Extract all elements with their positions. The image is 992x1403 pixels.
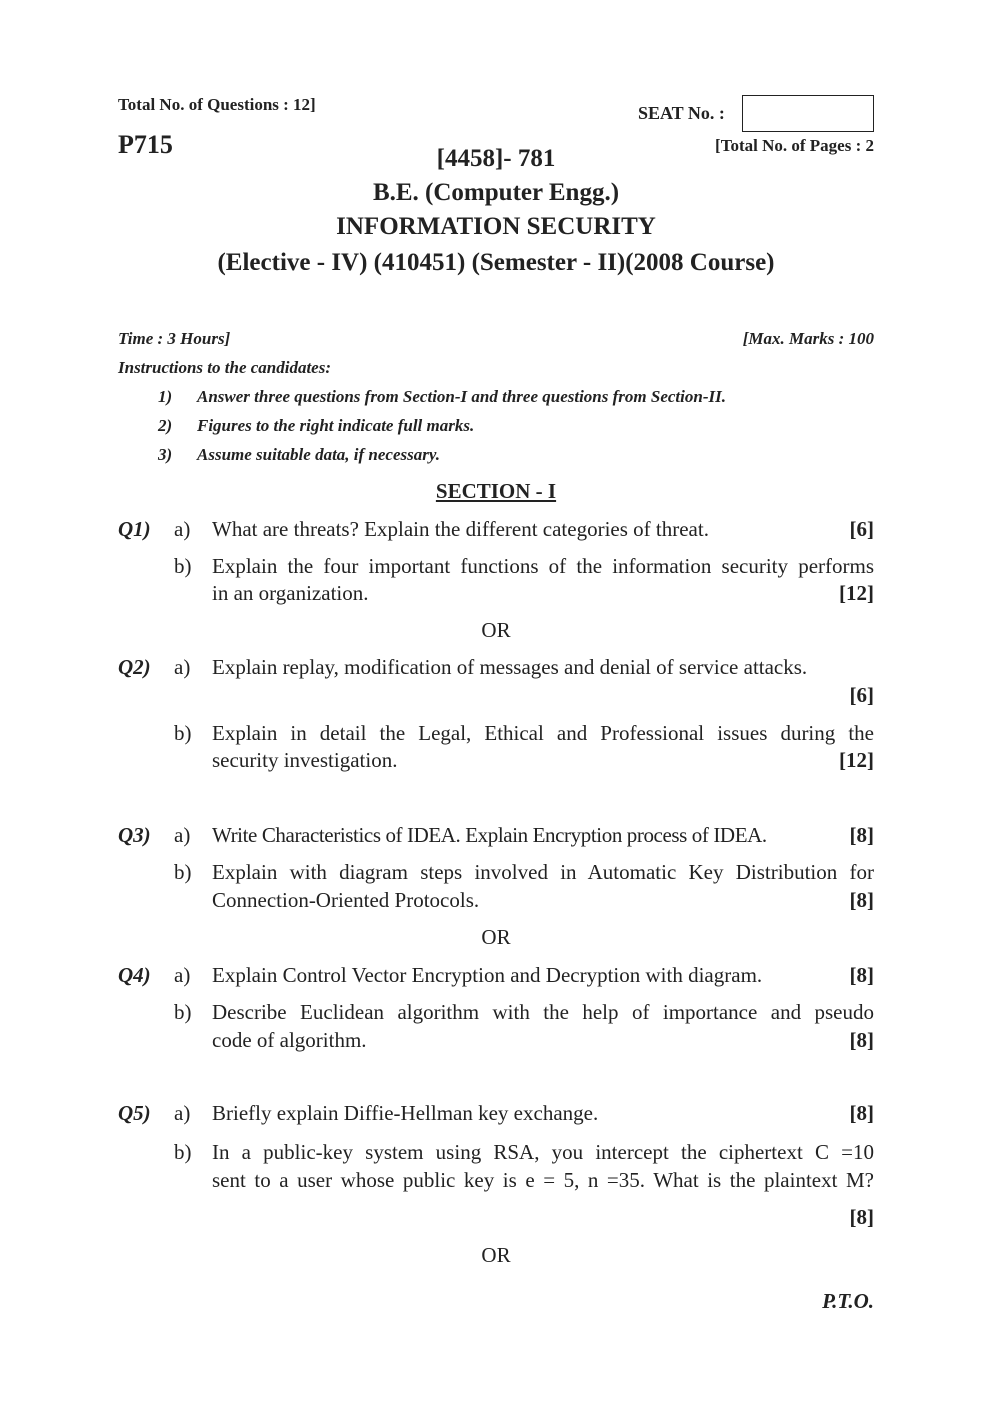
marks: [12] [839,581,874,605]
subpart-label: b) [174,554,192,578]
instruction-number: 2) [158,416,173,435]
or-separator: OR [481,925,511,949]
subject-title: INFORMATION SECURITY [336,213,656,240]
time: Time : 3 Hours] [118,329,231,348]
total-pages: [Total No. of Pages : 2 [715,136,874,155]
instruction-number: 3) [158,445,173,464]
or-separator: OR [481,618,511,642]
question-label: Q4) [118,963,151,987]
marks: [6] [849,517,874,541]
instruction-text: Figures to the right indicate full marks. [197,416,475,435]
course-title: B.E. (Computer Engg.) [372,179,620,206]
question-text: Write Characteristics of IDEA. Explain Encryption process of IDEA. [212,823,767,847]
marks: [8] [849,963,874,987]
question-text: Describe Euclidean algorithm with the help of importance and pseudo [212,1000,874,1024]
subpart-label: b) [174,1140,192,1164]
seat-label: SEAT No. : [638,103,725,123]
max-marks: [Max. Marks : 100 [742,329,874,348]
question-text: Explain replay, modification of messages and denial of service attacks. [212,655,808,679]
subpart-label: b) [174,860,192,884]
question-text: in an organization. [212,581,369,605]
question-text: Explain Control Vector Encryption and Decryption with diagram. [212,963,763,987]
marks: [8] [849,1205,874,1229]
question-text: Explain the four important functions of the information security performs [212,554,874,578]
seat-number-box [742,95,874,132]
question-text: Connection-Oriented Protocols. [212,888,480,912]
question-text: In a public-key system using RSA, you intercept the ciphertext C =10 [212,1140,874,1164]
section-heading: SECTION - I [435,479,557,503]
or-separator: OR [481,1243,511,1267]
question-label: Q3) [118,823,151,847]
subpart-label: a) [174,517,191,541]
subpart-label: a) [174,655,191,679]
marks: [8] [849,823,874,847]
pto: P.T.O. [822,1289,874,1313]
question-text: Explain in detail the Legal, Ethical and Professional issues during the [212,721,874,745]
question-text: Briefly explain Diffie-Hellman key exchange. [212,1101,599,1125]
marks: [6] [849,683,874,707]
question-text: security investigation. [212,748,398,772]
subpart-label: b) [174,721,192,745]
question-text: sent to a user whose public key is e = 5, n =35. What is the plaintext M? [212,1168,874,1192]
marks: [8] [849,888,874,912]
subpart-label: a) [174,1101,191,1125]
question-text: Explain with diagram steps involved in Automatic Key Distribution for [212,860,874,884]
instructions-title: Instructions to the candidates: [118,358,332,377]
total-questions: Total No. of Questions : 12] [118,95,316,114]
subpart-label: b) [174,1000,192,1024]
question-label: Q1) [118,517,151,541]
marks: [12] [839,748,874,772]
marks: [8] [849,1028,874,1052]
instruction-text: Answer three questions from Section-I and three questions from Section-II. [197,387,726,406]
subpart-label: a) [174,823,191,847]
marks: [8] [849,1101,874,1125]
exam-code: [4458]- 781 [436,145,556,172]
subpart-label: a) [174,963,191,987]
question-text: What are threats? Explain the different categories of threat. [212,517,709,541]
question-label: Q5) [118,1101,151,1125]
question-text: code of algorithm. [212,1028,367,1052]
course-details: (Elective - IV) (410451) (Semester - II)(2008 Course) [217,249,775,276]
paper-code: P715 [118,130,173,159]
instruction-number: 1) [158,387,173,406]
question-label: Q2) [118,655,151,679]
instruction-text: Assume suitable data, if necessary. [197,445,441,464]
